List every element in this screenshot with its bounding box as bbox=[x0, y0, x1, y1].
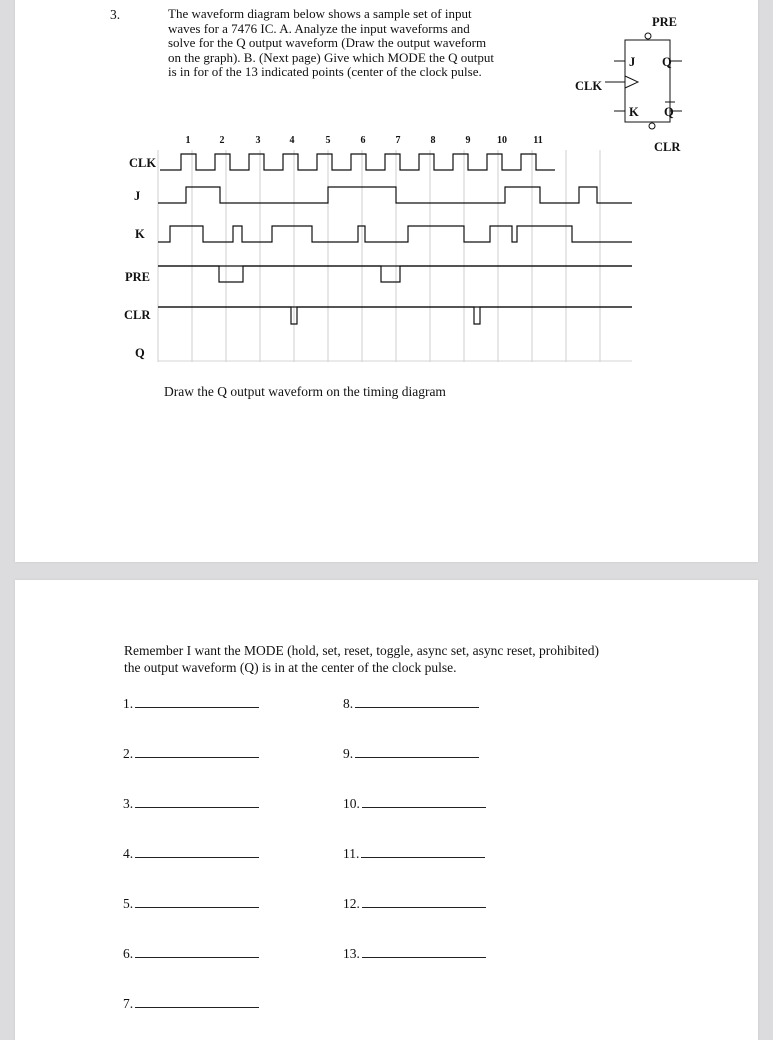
answer-line-6[interactable] bbox=[123, 943, 259, 962]
signal-label: CLR bbox=[124, 308, 151, 322]
waveforms bbox=[158, 154, 632, 324]
timing-grid bbox=[158, 150, 632, 362]
qbar-pin-label: Q bbox=[664, 105, 674, 119]
answer-blank[interactable] bbox=[362, 943, 486, 958]
answer-line-3[interactable] bbox=[123, 793, 259, 812]
q-pin-label: Q bbox=[662, 55, 672, 69]
k-pin-label: K bbox=[629, 105, 639, 119]
pulse-number: 3 bbox=[255, 135, 261, 146]
instruction-line: Remember I want the MODE (hold, set, reset, toggle, async set, async reset, prohibited) bbox=[124, 643, 599, 658]
answer-blank[interactable] bbox=[135, 793, 259, 808]
signal-label: CLK bbox=[129, 156, 157, 170]
answer-label: 2. bbox=[123, 746, 134, 761]
answer-blank[interactable] bbox=[355, 743, 479, 758]
answer-line-13[interactable] bbox=[343, 943, 486, 962]
signal-label: J bbox=[134, 189, 141, 203]
answer-label: 6. bbox=[123, 946, 134, 961]
clk-waveform bbox=[160, 154, 555, 170]
pulse-number: 5 bbox=[325, 135, 331, 146]
question-line: solve for the Q output waveform (Draw the output waveform bbox=[168, 35, 487, 51]
pre-bubble bbox=[645, 33, 651, 39]
answer-blank[interactable] bbox=[135, 843, 259, 858]
signal-label: PRE bbox=[125, 270, 150, 284]
question-number: 3. bbox=[110, 7, 121, 22]
j-waveform bbox=[158, 187, 632, 203]
answer-label: 1. bbox=[123, 696, 134, 711]
answer-label: 12. bbox=[343, 896, 360, 911]
answer-label: 3. bbox=[123, 796, 134, 811]
clr-waveform bbox=[158, 307, 632, 324]
answer-line-11[interactable] bbox=[343, 843, 485, 862]
signal-labels bbox=[124, 156, 156, 360]
answer-label: 9. bbox=[343, 746, 354, 761]
answer-label: 4. bbox=[123, 846, 134, 861]
pulse-number: 7 bbox=[395, 135, 401, 146]
clr-label: CLR bbox=[654, 140, 681, 154]
mode-instructions bbox=[124, 643, 599, 676]
answer-line-1[interactable] bbox=[123, 693, 259, 712]
diagram-caption: Draw the Q output waveform on the timing diagram bbox=[164, 384, 446, 399]
pre-waveform bbox=[158, 266, 632, 282]
answer-blank[interactable] bbox=[135, 943, 259, 958]
clk-pin-label: CLK bbox=[575, 79, 603, 93]
j-pin-label: J bbox=[629, 55, 636, 69]
answer-label: 5. bbox=[123, 896, 134, 911]
answer-label: 8. bbox=[343, 696, 354, 711]
answer-line-9[interactable] bbox=[343, 743, 479, 762]
answer-blank[interactable] bbox=[135, 743, 259, 758]
answer-blank[interactable] bbox=[135, 993, 259, 1008]
question-line: is in for of the 13 indicated points (center of the clock pulse. bbox=[168, 64, 482, 80]
answer-line-5[interactable] bbox=[123, 893, 259, 912]
answer-line-2[interactable] bbox=[123, 743, 259, 762]
pulse-number: 11 bbox=[533, 135, 543, 146]
instruction-line: the output waveform (Q) is in at the center of the clock pulse. bbox=[124, 659, 457, 675]
answer-blank[interactable] bbox=[362, 893, 486, 908]
answer-label: 11. bbox=[343, 846, 360, 861]
answer-line-12[interactable] bbox=[343, 893, 486, 912]
pulse-number: 8 bbox=[430, 135, 436, 146]
question-line: waves for a 7476 IC. A. Analyze the input waveforms and bbox=[168, 20, 470, 36]
pulse-number: 10 bbox=[497, 135, 507, 146]
answer-line-10[interactable] bbox=[343, 793, 486, 812]
clr-waveform bbox=[158, 307, 632, 324]
answer-label: 13. bbox=[343, 946, 360, 961]
answer-label: 10. bbox=[343, 796, 360, 811]
answer-blank[interactable] bbox=[361, 843, 485, 858]
pre-waveform bbox=[158, 266, 632, 282]
signal-label: K bbox=[135, 227, 145, 241]
answer-line-4[interactable] bbox=[123, 843, 259, 862]
answer-line-8[interactable] bbox=[343, 693, 479, 712]
clr-bubble bbox=[649, 123, 655, 129]
question-line: on the graph). B. (Next page) Give which MODE the Q output bbox=[168, 49, 495, 65]
clock-edge-triangle bbox=[625, 76, 638, 88]
pulse-numbers bbox=[186, 135, 543, 146]
answer-blank[interactable] bbox=[135, 693, 259, 708]
pulse-number: 1 bbox=[185, 135, 191, 146]
answer-blank[interactable] bbox=[135, 893, 259, 908]
pulse-number: 2 bbox=[219, 135, 225, 146]
pulse-number: 6 bbox=[360, 135, 366, 146]
pulse-number: 4 bbox=[289, 135, 295, 146]
question-line: The waveform diagram below shows a sample set of input bbox=[168, 6, 472, 21]
answer-blank[interactable] bbox=[362, 793, 486, 808]
signal-label: Q bbox=[135, 346, 145, 360]
pulse-number: 9 bbox=[465, 135, 471, 146]
answer-line-7[interactable] bbox=[123, 993, 259, 1012]
k-waveform bbox=[158, 226, 632, 242]
pre-label: PRE bbox=[652, 15, 677, 29]
answer-blank[interactable] bbox=[355, 693, 479, 708]
answer-label: 7. bbox=[123, 996, 134, 1011]
